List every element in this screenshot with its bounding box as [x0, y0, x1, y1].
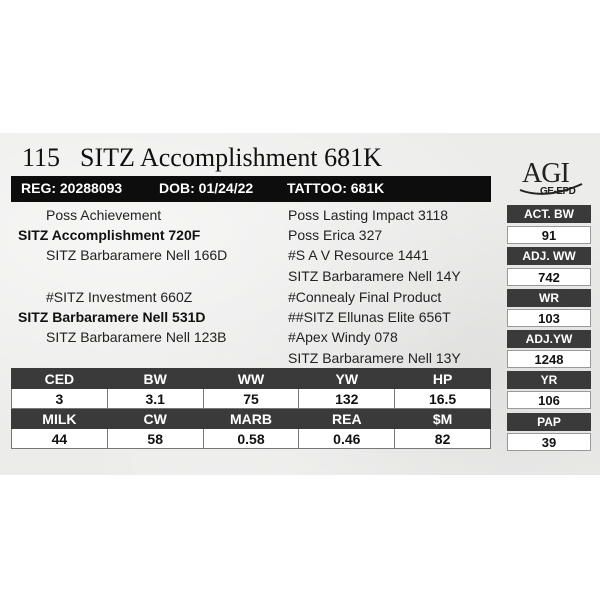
epd-table	[11, 368, 491, 449]
pedigree-ancestor-6: ##SITZ Ellunas Elite 656T	[288, 309, 451, 325]
epd-value-hp: 16.5	[395, 389, 491, 409]
lot-title	[22, 143, 382, 173]
epd-header-dollar-m: $M	[395, 409, 491, 429]
epd-value-dollar-m: 82	[395, 429, 491, 449]
pedigree-ancestor-7: #Apex Windy 078	[288, 329, 398, 345]
animal-name: SITZ Accomplishment 681K	[80, 143, 382, 172]
pedigree-dam-sire: #SITZ Investment 660Z	[46, 289, 193, 305]
pedigree-sire-sire: Poss Achievement	[46, 207, 162, 223]
adj-ww-value: 742	[507, 268, 591, 286]
epd-header-cw: CW	[107, 409, 203, 429]
epd-value-row	[12, 429, 491, 449]
epd-value-ww: 75	[203, 389, 299, 409]
pedigree-ancestor-5: #Connealy Final Product	[288, 289, 442, 305]
epd-header-ced: CED	[12, 369, 108, 389]
pedigree-sire: SITZ Accomplishment 720F	[18, 227, 201, 243]
pedigree-dam-dam: SITZ Barbaramere Nell 123B	[46, 329, 227, 345]
epd-value-rea: 0.46	[299, 429, 395, 449]
wr-value: 103	[507, 309, 591, 327]
pedigree-ancestor-2: Poss Erica 327	[288, 227, 383, 243]
pap-value: 39	[507, 433, 591, 451]
epd-header-row	[12, 409, 491, 429]
date-of-birth: DOB: 01/24/22	[159, 180, 254, 196]
wr-label: WR	[507, 289, 591, 307]
epd-header-rea: REA	[299, 409, 395, 429]
epd-value-yw: 132	[299, 389, 395, 409]
adj-yw-label: ADJ.YW	[507, 330, 591, 348]
pedigree-ancestor-3: #S A V Resource 1441	[288, 247, 429, 263]
lot-number: 115	[22, 143, 61, 172]
pedigree-dam: SITZ Barbaramere Nell 531D	[18, 309, 206, 325]
epd-header-milk: MILK	[12, 409, 108, 429]
epd-header-yw: YW	[299, 369, 395, 389]
epd-header-bw: BW	[107, 369, 203, 389]
epd-header-ww: WW	[203, 369, 299, 389]
act-bw-value: 91	[507, 226, 591, 244]
epd-value-cw: 58	[107, 429, 203, 449]
pap-label: PAP	[507, 413, 591, 431]
agi-logo	[516, 160, 586, 200]
logo-main-text: AGI	[522, 158, 569, 189]
pedigree-ancestor-8: SITZ Barbaramere Nell 13Y	[288, 350, 461, 366]
logo-sub-text: GE-EPD	[540, 186, 576, 197]
epd-value-ced: 3	[12, 389, 108, 409]
tattoo: TATTOO: 681K	[287, 180, 385, 196]
epd-value-row	[12, 389, 491, 409]
act-bw-label: ACT. BW	[507, 205, 591, 223]
pedigree-ancestor-1: Poss Lasting Impact 3118	[288, 207, 449, 223]
epd-value-marb: 0.58	[203, 429, 299, 449]
pedigree-sire-dam: SITZ Barbaramere Nell 166D	[46, 247, 228, 263]
reg-number: REG: 20288093	[21, 180, 123, 196]
adj-ww-label: ADJ. WW	[507, 247, 591, 265]
epd-header-row	[12, 369, 491, 389]
registration-bar	[11, 176, 491, 202]
epd-value-milk: 44	[12, 429, 108, 449]
epd-header-hp: HP	[395, 369, 491, 389]
yr-value: 106	[507, 391, 591, 409]
pedigree-ancestor-4: SITZ Barbaramere Nell 14Y	[288, 268, 461, 284]
epd-header-marb: MARB	[203, 409, 299, 429]
adj-yw-value: 1248	[507, 350, 591, 368]
yr-label: YR	[507, 371, 591, 389]
epd-value-bw: 3.1	[107, 389, 203, 409]
